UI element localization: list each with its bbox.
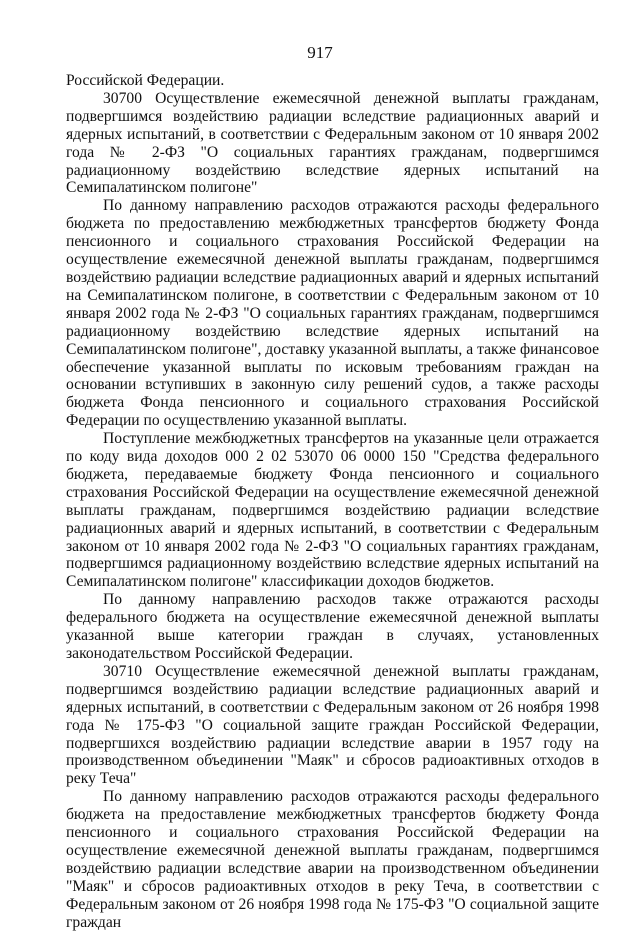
paragraph-continuation: Российской Федерации.: [66, 72, 225, 89]
document-body: [66, 72, 599, 932]
paragraph-30700-expenses: По данному направлению расходов отражаются расходы федерального бюджета по предоставлению межбюджетных трансфертов бюджету Фонда пенсионного и социального страхования Российской Федерации на осуществление ежемесячной денежной выплаты гражданам, подвергшимся воздействию радиации вследствие радиационных аварий и ядерных испытаний на Семипалатинском полигоне, в соответствии с Федеральным законом от 10 января 2002 года № 2-ФЗ "О социальных гарантиях гражданам, подвергшимся радиационному воздействию вследствие ядерных испытаний на Семипалатинском полигоне", доставку указанной выплаты, а также финансовое обеспечение указанной выплаты по исковым требованиям граждан на основании вступивших в законную силу решений судов, а также расходы бюджета Фонда пенсионного и социального страхования Российской Федерации по осуществлению указанной выплаты.: [66, 197, 599, 430]
page-number: 917: [307, 43, 333, 62]
paragraph-30710-expenses: По данному направлению расходов отражаются расходы федерального бюджета на предоставление межбюджетных трансфертов бюджету Фонда пенсионного и социального страхования Российской Федерации на осуществление ежемесячной денежной выплаты гражданам, подвергшимся воздействию радиации вследствие аварии на производственном объединении "Маяк" и сбросов радиоактивных отходов в реку Теча, в соответствии с Федеральным законом от 26 ноября 1998 года № 175-ФЗ "О социальной защите граждан: [66, 788, 599, 931]
paragraph-item-30710: 30710 Осуществление ежемесячной денежной выплаты гражданам, подвергшимся воздействию радиации вследствие радиационных аварий и ядерных испытаний, в соответствии с Федеральным законом от 26 ноября 1998 года № 175-ФЗ "О социальной защите граждан Российской Федерации, подвергшихся воздействию радиации вследствие аварии в 1957 году на производственном объединении "Маяк" и сбросов радиоактивных отходов в реку Теча": [66, 662, 599, 788]
paragraph-30700-federal-expenses: По данному направлению расходов также отражаются расходы федерального бюджета на осуществление ежемесячной денежной выплаты указанной выше категории граждан в случаях, установленных законодательством Российской Федерации.: [66, 591, 599, 662]
paragraph-30700-revenue-code: Поступление межбюджетных трансфертов на указанные цели отражается по коду вида доходов 000 2 02 53070 06 0000 150 "Средства федерального бюджета, передаваемые бюджету Фонда пенсионного и социального страхования Российской Федерации на осуществление ежемесячной денежной выплаты гражданам, подвергшимся воздействию радиации вследствие радиационных аварий и ядерных испытаний, в соответствии с Федеральным законом от 10 января 2002 года № 2-ФЗ "О социальных гарантиях гражданам, подвергшимся радиационному воздействию вследствие ядерных испытаний на Семипалатинском полигоне" классификации доходов бюджетов.: [66, 430, 599, 591]
paragraph-item-30700: 30700 Осуществление ежемесячной денежной выплаты гражданам, подвергшимся воздействию радиации вследствие радиационных аварий и ядерных испытаний, в соответствии с Федеральным законом от 10 января 2002 года № 2-ФЗ "О социальных гарантиях гражданам, подвергшимся радиационному воздействию вследствие ядерных испытаний на Семипалатинском полигоне": [66, 89, 599, 197]
